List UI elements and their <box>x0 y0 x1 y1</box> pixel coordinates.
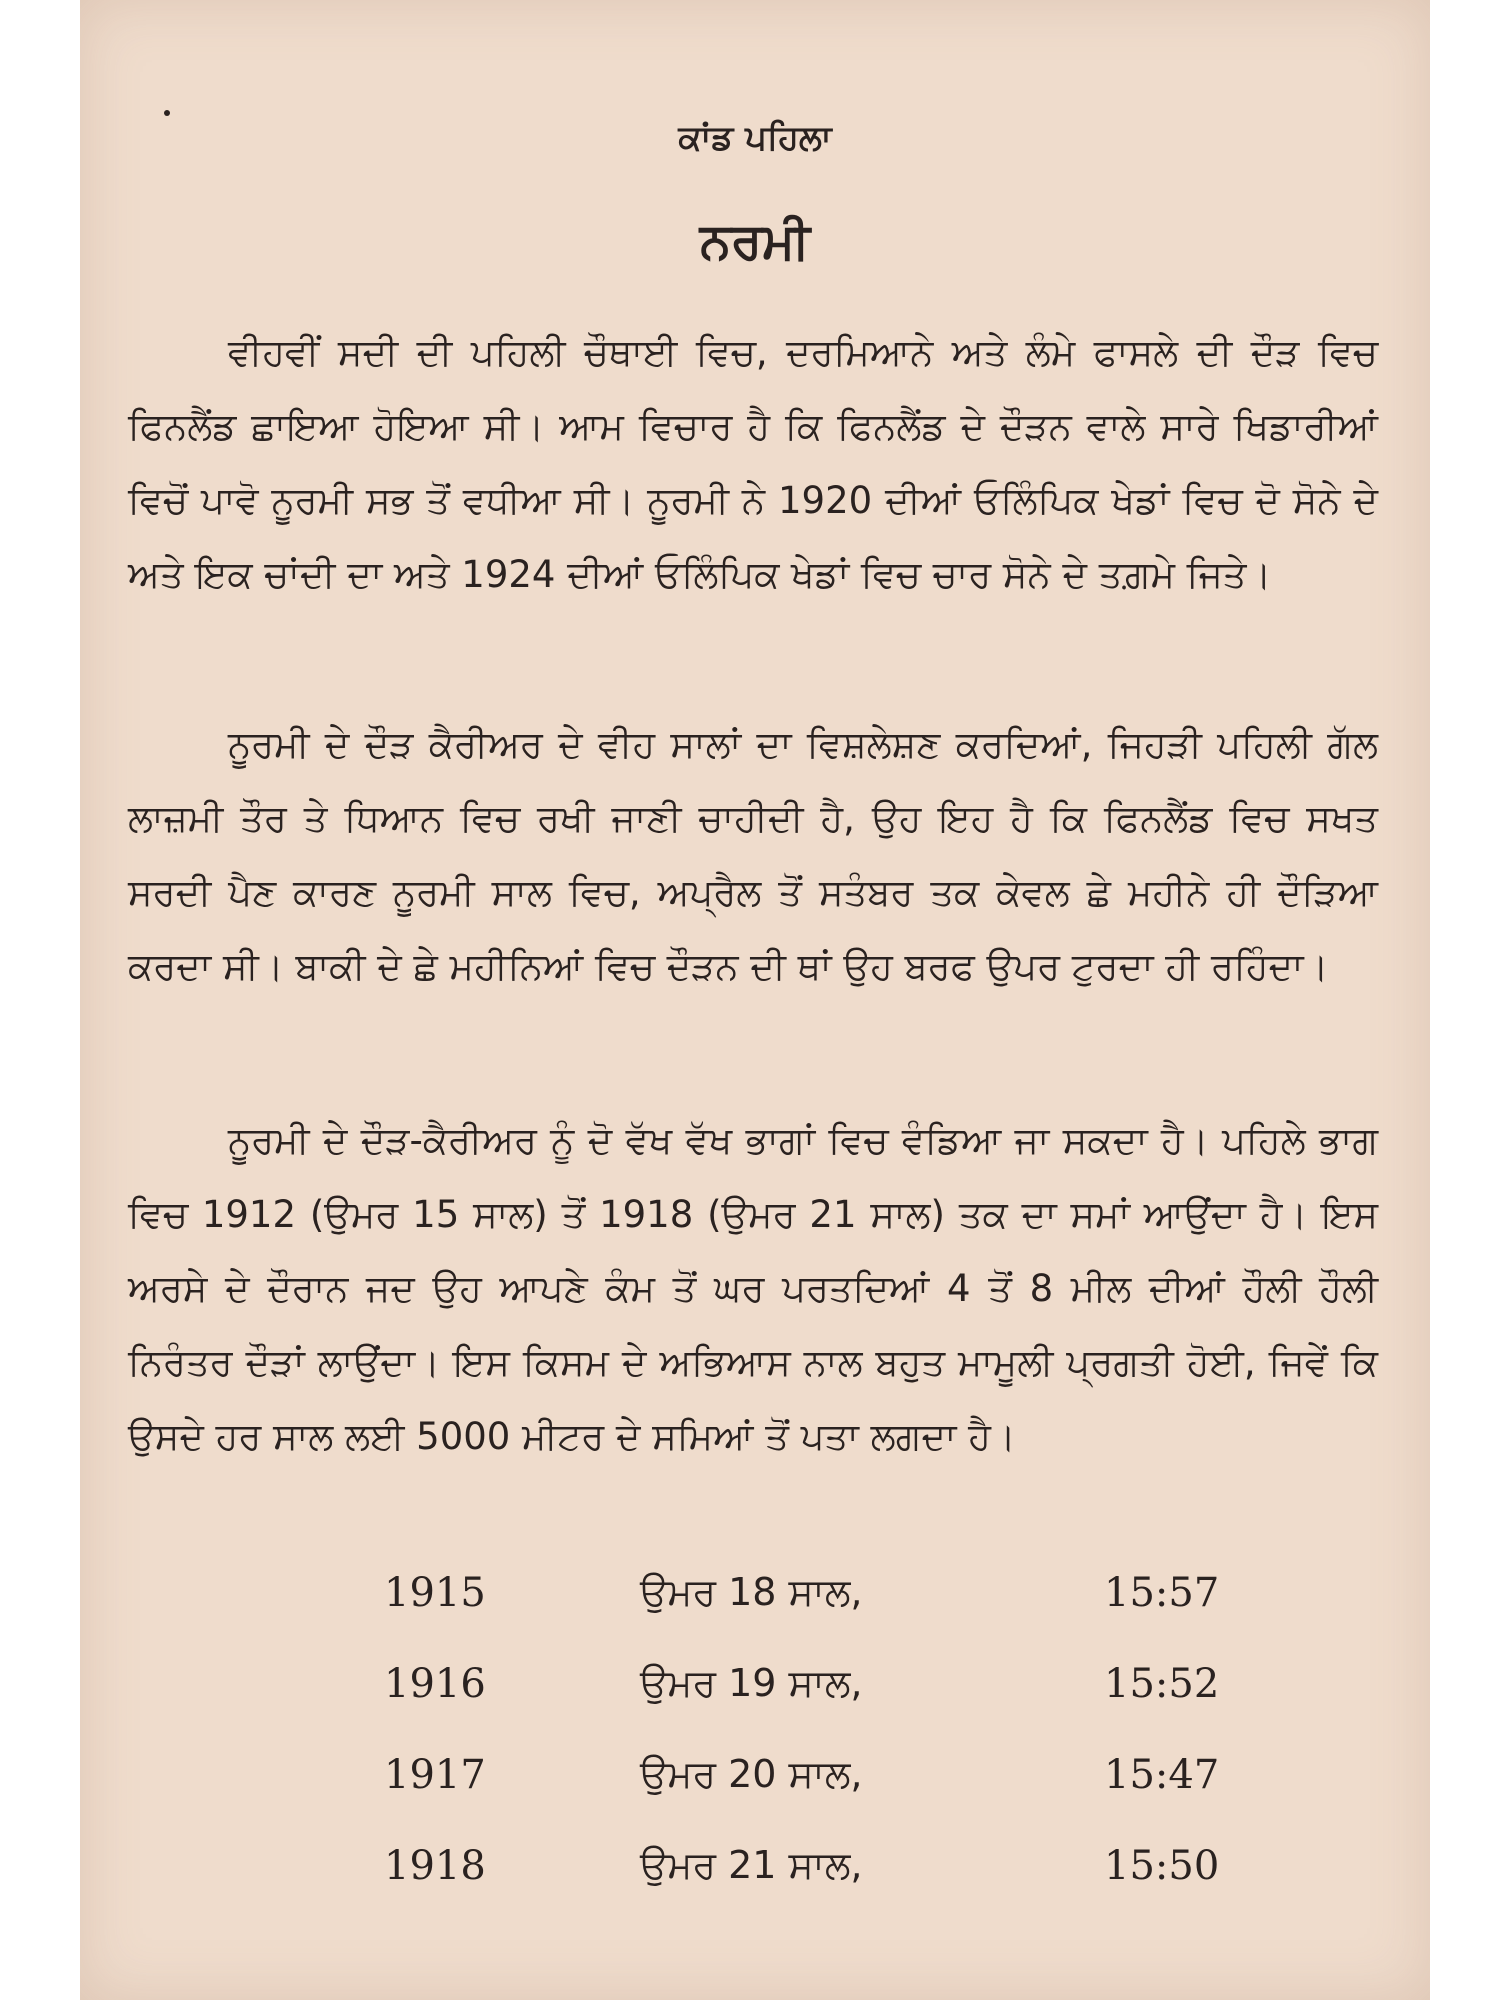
times-year: 1916 <box>384 1661 486 1707</box>
book-page <box>80 0 1430 2000</box>
times-time: 15:47 <box>1104 1752 1220 1798</box>
paragraph-1: ਵੀਹਵੀਂ ਸਦੀ ਦੀ ਪਹਿਲੀ ਚੌਥਾਈ ਵਿਚ, ਦਰਮਿਆਨੇ ਅਤੇ ਲੰਮੇ ਫਾਸਲੇ ਦੀ ਦੌੜ ਵਿਚ ਫਿਨਲੈਂਡ ਛਾਇਆ ਹੋਇਆ ਸੀ। ਆਮ ਵਿਚਾਰ ਹੈ ਕਿ ਫਿਨਲੈਂਡ ਦੇ ਦੌੜਨ ਵਾਲੇ ਸਾਰੇ ਖਿਡਾਰੀਆਂ ਵਿਚੋਂ ਪਾਵੋ ਨੂਰਮੀ ਸਭ ਤੋਂ ਵਧੀਆ ਸੀ। ਨੂਰਮੀ ਨੇ 1920 ਦੀਆਂ ਓਲਿੰਪਿਕ ਖੇਡਾਂ ਵਿਚ ਦੋ ਸੋਨੇ ਦੇ ਅਤੇ ਇਕ ਚਾਂਦੀ ਦਾ ਅਤੇ 1924 ਦੀਆਂ ਓਲਿੰਪਿਕ ਖੇਡਾਂ ਵਿਚ ਚਾਰ ਸੋਨੇ ਦੇ ਤਗ਼ਮੇ ਜਿਤੇ। <box>128 331 1378 596</box>
times-age: ਉਮਰ 18 ਸਾਲ, <box>640 1570 863 1614</box>
times-row <box>80 1570 1430 1661</box>
chapter-heading: ਕਾਂਡ ਪਹਿਲਾ <box>678 118 832 158</box>
times-age: ਉਮਰ 21 ਸਾਲ, <box>640 1843 863 1887</box>
times-year: 1917 <box>384 1752 486 1798</box>
paragraph-3: ਨੂਰਮੀ ਦੇ ਦੌੜ-ਕੈਰੀਅਰ ਨੂੰ ਦੋ ਵੱਖ ਵੱਖ ਭਾਗਾਂ ਵਿਚ ਵੰਡਿਆ ਜਾ ਸਕਦਾ ਹੈ। ਪਹਿਲੇ ਭਾਗ ਵਿਚ 1912 (ਉਮਰ 15 ਸਾਲ) ਤੋਂ 1918 (ਉਮਰ 21 ਸਾਲ) ਤਕ ਦਾ ਸਮਾਂ ਆਉਂਦਾ ਹੈ। ਇਸ ਅਰਸੇ ਦੇ ਦੌਰਾਨ ਜਦ ਉਹ ਆਪਣੇ ਕੰਮ ਤੋਂ ਘਰ ਪਰਤਦਿਆਂ 4 ਤੋਂ 8 ਮੀਲ ਦੀਆਂ ਹੌਲੀ ਹੌਲੀ ਨਿਰੰਤਰ ਦੌੜਾਂ ਲਾਉਂਦਾ। ਇਸ ਕਿਸਮ ਦੇ ਅਭਿਆਸ ਨਾਲ ਬਹੁਤ ਮਾਮੂਲੀ ਪ੍ਰਗਤੀ ਹੋਈ, ਜਿਵੇਂ ਕਿ ਉਸਦੇ ਹਰ ਸਾਲ ਲਈ 5000 ਮੀਟਰ ਦੇ ਸਮਿਆਂ ਤੋਂ ਪਤਾ ਲਗਦਾ ਹੈ। <box>128 1119 1378 1458</box>
times-age: ਉਮਰ 19 ਸਾਲ, <box>640 1661 863 1705</box>
times-row <box>80 1843 1430 1934</box>
times-year: 1915 <box>384 1570 486 1616</box>
times-row <box>80 1752 1430 1843</box>
times-time: 15:52 <box>1104 1661 1220 1707</box>
times-table <box>80 1570 1430 1934</box>
ink-dot <box>164 110 170 116</box>
times-year: 1918 <box>384 1843 486 1889</box>
times-time: 15:57 <box>1104 1570 1220 1616</box>
times-time: 15:50 <box>1104 1843 1220 1889</box>
chapter-title: ਨਰਮੀ <box>699 212 811 270</box>
paragraph-2: ਨੂਰਮੀ ਦੇ ਦੌੜ ਕੈਰੀਅਰ ਦੇ ਵੀਹ ਸਾਲਾਂ ਦਾ ਵਿਸ਼ਲੇਸ਼ਣ ਕਰਦਿਆਂ, ਜਿਹੜੀ ਪਹਿਲੀ ਗੱਲ ਲਾਜ਼ਮੀ ਤੌਰ ਤੇ ਧਿਆਨ ਵਿਚ ਰਖੀ ਜਾਣੀ ਚਾਹੀਦੀ ਹੈ, ਉਹ ਇਹ ਹੈ ਕਿ ਫਿਨਲੈਂਡ ਵਿਚ ਸਖਤ ਸਰਦੀ ਪੈਣ ਕਾਰਣ ਨੂਰਮੀ ਸਾਲ ਵਿਚ, ਅਪ੍ਰੈਲ ਤੋਂ ਸਤੰਬਰ ਤਕ ਕੇਵਲ ਛੇ ਮਹੀਨੇ ਹੀ ਦੌੜਿਆ ਕਰਦਾ ਸੀ। ਬਾਕੀ ਦੇ ਛੇ ਮਹੀਨਿਆਂ ਵਿਚ ਦੌੜਨ ਦੀ ਥਾਂ ਉਹ ਬਰਫ ਉਪਰ ਟੁਰਦਾ ਹੀ ਰਹਿੰਦਾ। <box>128 723 1378 988</box>
times-row <box>80 1661 1430 1752</box>
times-age: ਉਮਰ 20 ਸਾਲ, <box>640 1752 863 1796</box>
